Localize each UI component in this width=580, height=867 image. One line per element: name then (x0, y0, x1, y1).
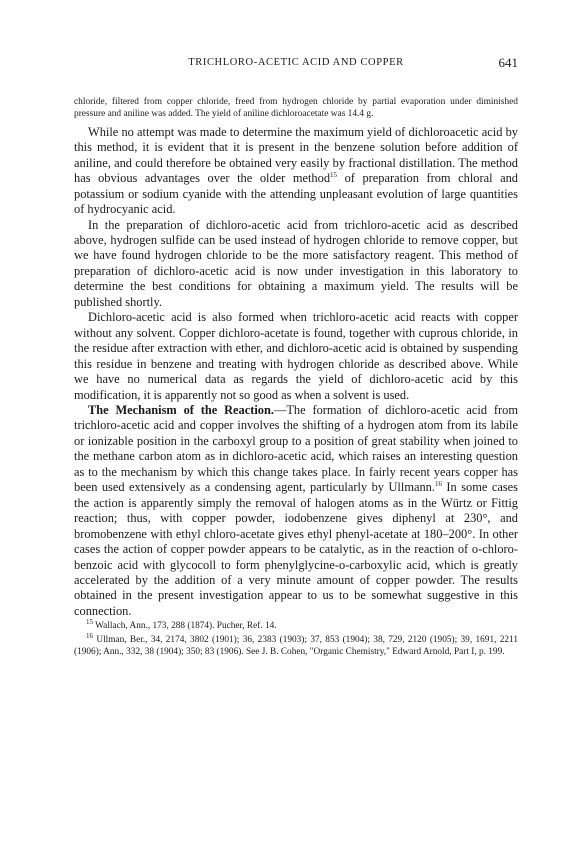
footnote-16-mark: 16 (86, 631, 93, 640)
paragraph-1-text-b: of preparation from chloral and potassium or sodium cyanide with the attending unpleasant evolution of large quantities of hydrocyanic acid. (74, 171, 518, 217)
paragraph-3: Dichloro-acetic acid is also formed when trichloro-acetic acid reacts with copper without any solvent. Copper dichloro-acetate is found, together with cuprous chloride, in the residue after extraction with ether, and dichloro-acetic acid is obtained by suspending this residue in benzene and treating with hydrogen chloride as described above. While we have no numerical data as regards the yield of dichloro-acetic acid by this modification, it is apparently not so good as when a solvent is used. (74, 310, 518, 402)
paragraph-4-text-b: In some cases the action is apparently simply the removal of halogen atoms as in the Würtz or Fittig reaction; thus, with copper powder, iodobenzene gives diphenyl at 230°, and bromobenzene with ethyl chloro-acetate gives ethyl phenyl-acetate at 180–200°. In other cases the action of copper powder appears to be catalytic, as in the reaction of o-chloro-benzoic acid with glycocoll to form phenylglycine-o-carboxylic acid, which is greatly accelerated by the addition of a very minute amount of copper powder. The results obtained in the present investigation appear to us to be somewhat suggestive in this connection. (74, 480, 518, 618)
paragraph-4 (74, 403, 518, 619)
paragraph-1 (74, 125, 518, 218)
paragraph-2: In the preparation of dichloro-acetic acid from trichloro-acetic acid as described above, hydrogen sulfide can be used instead of hydrogen chloride to remove copper, but we have found hydrogen chloride to be the more satisfactory reagent. This method of preparation of dichloro-acetic acid is now under investigation in this laboratory to determine the best conditions for obtaining a maximum yield. The results will be published shortly. (74, 217, 518, 309)
footnote-ref-16: 16 (434, 480, 442, 489)
footnote-15 (74, 620, 518, 632)
footnote-15-text: Wallach, Ann., 173, 288 (1874). Pucher, Ref. 14. (95, 621, 277, 632)
intro-paragraph: chloride, filtered from copper chloride, freed from hydrogen chloride by partial evaporation under diminished pressure and aniline was added. The yield of aniline dichloroacetate was 14.4 g. (74, 97, 518, 120)
footnote-ref-15: 15 (330, 171, 338, 180)
paragraph-4-text-a: —The formation of dichloro-acetic acid from trichloro-acetic acid and copper involves the shifting of a hydrogen atom from its labile or ionizable position in the carboxyl group to a position of great stability when joined to the methane carbon atom as in dichloro-acetic acid, which raises an interesting question as to the mechanism by which this change takes place. In fairly recent years copper has been used extensively as a condensing agent, particularly by Ullmann. (74, 402, 518, 495)
running-head-title: TRICHLORO-ACETIC ACID AND COPPER (188, 57, 404, 68)
footnote-15-mark: 15 (86, 618, 93, 627)
page-number: 641 (498, 55, 518, 70)
body-text (74, 96, 518, 658)
section-heading: The Mechanism of the Reaction. (88, 402, 274, 417)
running-head (74, 57, 518, 73)
paragraph-1-text-a: While no attempt was made to determine the maximum yield of dichloroacetic acid by this method, it is evident that it is present in the benzene solution before addition of aniline, and could therefore be obtained very easily by fractional distillation. The method has obvious advantages over the older method (74, 124, 518, 186)
footnote-16 (74, 631, 519, 658)
footnote-16-text: Ullman, Ber., 34, 2174, 3802 (1901); 36, 2383 (1903); 37, 853 (1904); 38, 729, 2120 (1905); 39, 1691, 2211 (1906); Ann., 332, 38 (1904); 350; 83 (1906). See J. B. Cohen, "Organic Chemistry," Edward Arnold, Part I, p. 199. (74, 634, 519, 657)
